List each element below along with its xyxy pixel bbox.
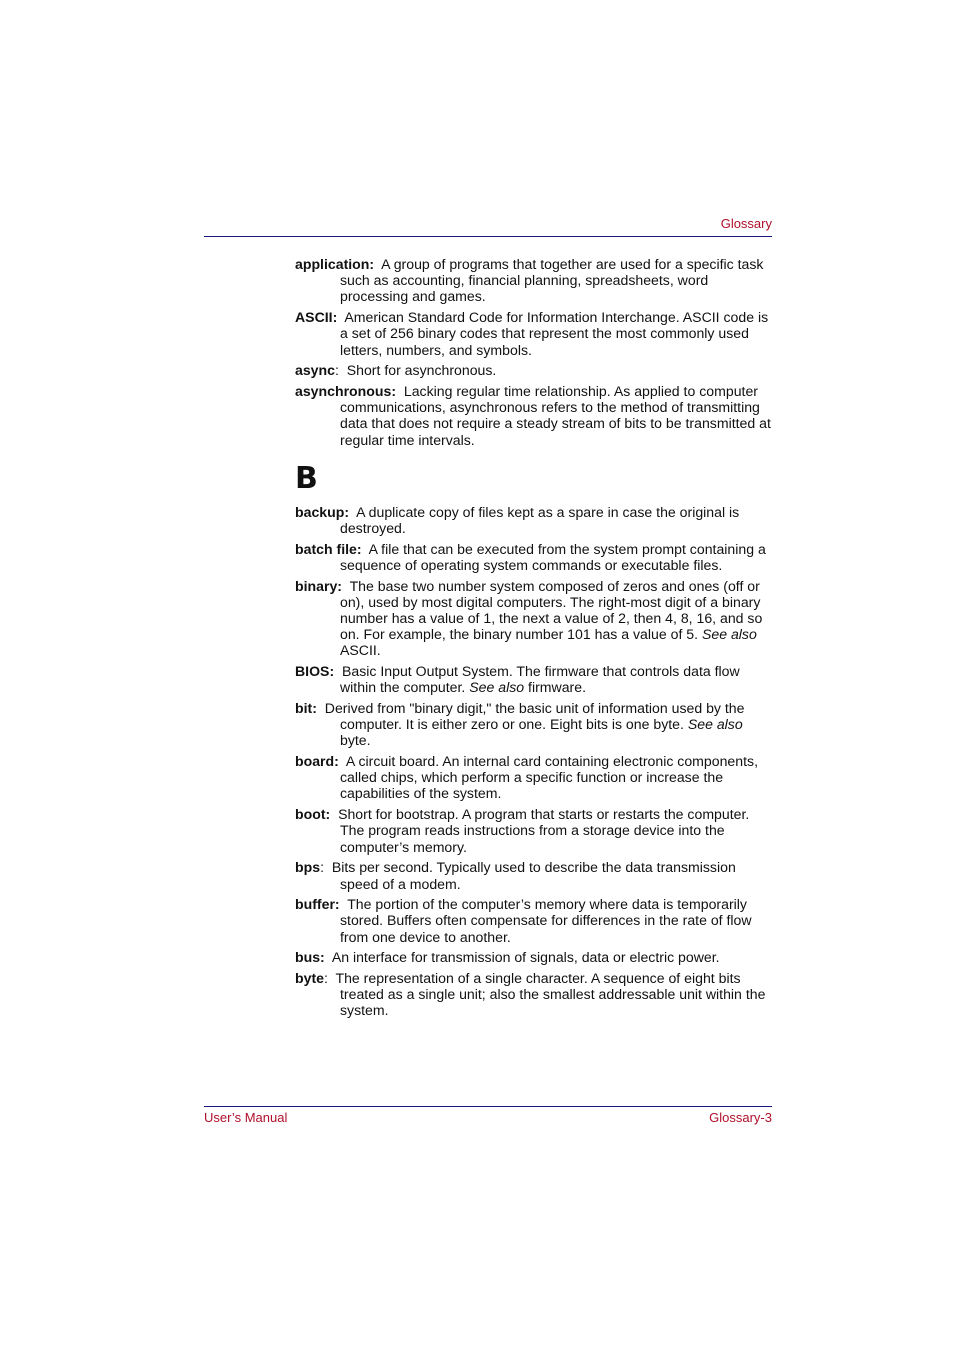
term-separator	[362, 541, 369, 557]
glossary-term: binary:	[295, 577, 342, 594]
glossary-entries-b	[295, 504, 772, 1019]
term-separator: :	[334, 362, 347, 379]
footer-rule	[204, 1106, 772, 1107]
see-also-target: byte.	[340, 732, 371, 749]
glossary-definition: Lacking regular time relationship. As applied to computer communications, asynchronous refers to the method of transmitting data that does not require a steady stream of bits to be transmitted at regular time intervals.	[340, 382, 771, 448]
running-header-title: Glossary	[720, 216, 772, 231]
footer-manual-title: User’s Manual	[204, 1110, 288, 1125]
glossary-entry	[295, 504, 772, 536]
term-separator	[342, 578, 350, 594]
term-separator	[339, 753, 346, 769]
glossary-definition: American Standard Code for Information Interchange. ASCII code is a set of 256 binary codes that represent the most commonly used letters, numbers, and symbols.	[340, 309, 769, 358]
glossary-definition: A duplicate copy of files kept as a spare in case the original is destroyed.	[340, 503, 740, 536]
term-separator	[330, 806, 338, 822]
glossary-entry	[295, 896, 772, 945]
glossary-term: backup:	[295, 503, 350, 520]
glossary-definition: The base two number system composed of zeros and ones (off or on), used by most digital computers. The right-most digit of a binary number has a value of 1, the next a value of 2, then 4, 8, 16, and so on. For example, the binary number 101 has a value of 5.	[340, 577, 763, 643]
glossary-term: ASCII:	[295, 309, 338, 326]
term-separator	[325, 949, 332, 965]
term-separator: :	[323, 970, 336, 987]
glossary-term: application:	[295, 256, 375, 272]
glossary-definition: A file that can be executed from the system prompt containing a sequence of operating system commands or executable files.	[340, 540, 766, 573]
header-rule	[204, 236, 772, 237]
glossary-term: boot:	[295, 806, 331, 823]
glossary-entries-a	[295, 256, 772, 448]
term-separator	[334, 663, 342, 679]
glossary-entry	[295, 806, 772, 855]
section-heading-b: B	[295, 460, 319, 496]
glossary-entry	[295, 362, 772, 378]
glossary-term: bit:	[295, 699, 317, 716]
glossary-term: async	[295, 362, 335, 379]
glossary-term: byte	[295, 970, 324, 987]
term-separator: :	[320, 859, 332, 876]
glossary-term: bus:	[295, 949, 325, 966]
see-also-label: See also	[701, 626, 757, 643]
term-separator	[396, 383, 404, 399]
glossary-definition: Bits per second. Typically used to describe the data transmission speed of a modem.	[331, 859, 736, 892]
glossary-definition: The portion of the computer’s memory where data is temporarily stored. Buffers often compensate for differences in the rate of flow from one device to another.	[340, 896, 752, 945]
glossary-term: BIOS:	[295, 663, 335, 680]
glossary-definition: A circuit board. An internal card containing electronic components, called chips, which perform a specific function or increase the capabilities of the system.	[340, 753, 758, 802]
glossary-entry	[295, 541, 772, 573]
glossary-term: batch file:	[295, 540, 362, 557]
see-also-label: See also	[687, 716, 743, 733]
glossary-entry	[295, 309, 772, 358]
glossary-definition: The representation of a single character. A sequence of eight bits treated as a single unit; also the smallest addressable unit within the system.	[335, 970, 766, 1019]
glossary-definition: Basic Input Output System. The firmware that controls data flow within the computer.	[340, 663, 740, 696]
glossary-entry	[295, 383, 772, 448]
glossary-entry	[295, 663, 772, 695]
glossary-body	[295, 256, 772, 1023]
glossary-entry	[295, 700, 772, 749]
see-also-target: firmware.	[528, 679, 586, 696]
glossary-entry	[295, 256, 772, 305]
glossary-entry	[295, 970, 772, 1019]
glossary-definition: Short for bootstrap. A program that starts or restarts the computer. The program reads instructions from a storage device into the computer’s memory.	[338, 806, 750, 855]
glossary-term: asynchronous:	[295, 382, 397, 399]
glossary-definition: A group of programs that together are used for a specific task such as accounting, financial planning, spreadsheets, word processing and games.	[340, 256, 764, 305]
glossary-entry	[295, 578, 772, 659]
glossary-term: board:	[295, 753, 339, 770]
glossary-entry	[295, 859, 772, 891]
glossary-definition: An interface for transmission of signals, data or electric power.	[331, 949, 720, 966]
see-also-label: See also	[469, 679, 525, 696]
term-separator	[317, 700, 325, 716]
glossary-term: bps	[295, 859, 321, 876]
glossary-definition: Short for asynchronous.	[346, 362, 497, 379]
footer-page-number: Glossary-3	[709, 1110, 772, 1125]
see-also-target: ASCII.	[340, 642, 381, 659]
glossary-entry	[295, 949, 772, 965]
glossary-term: buffer:	[295, 896, 340, 913]
glossary-entry	[295, 753, 772, 802]
glossary-definition: Derived from "binary digit," the basic unit of information used by the computer. It is either zero or one. Eight bits is one byte.	[324, 699, 745, 733]
